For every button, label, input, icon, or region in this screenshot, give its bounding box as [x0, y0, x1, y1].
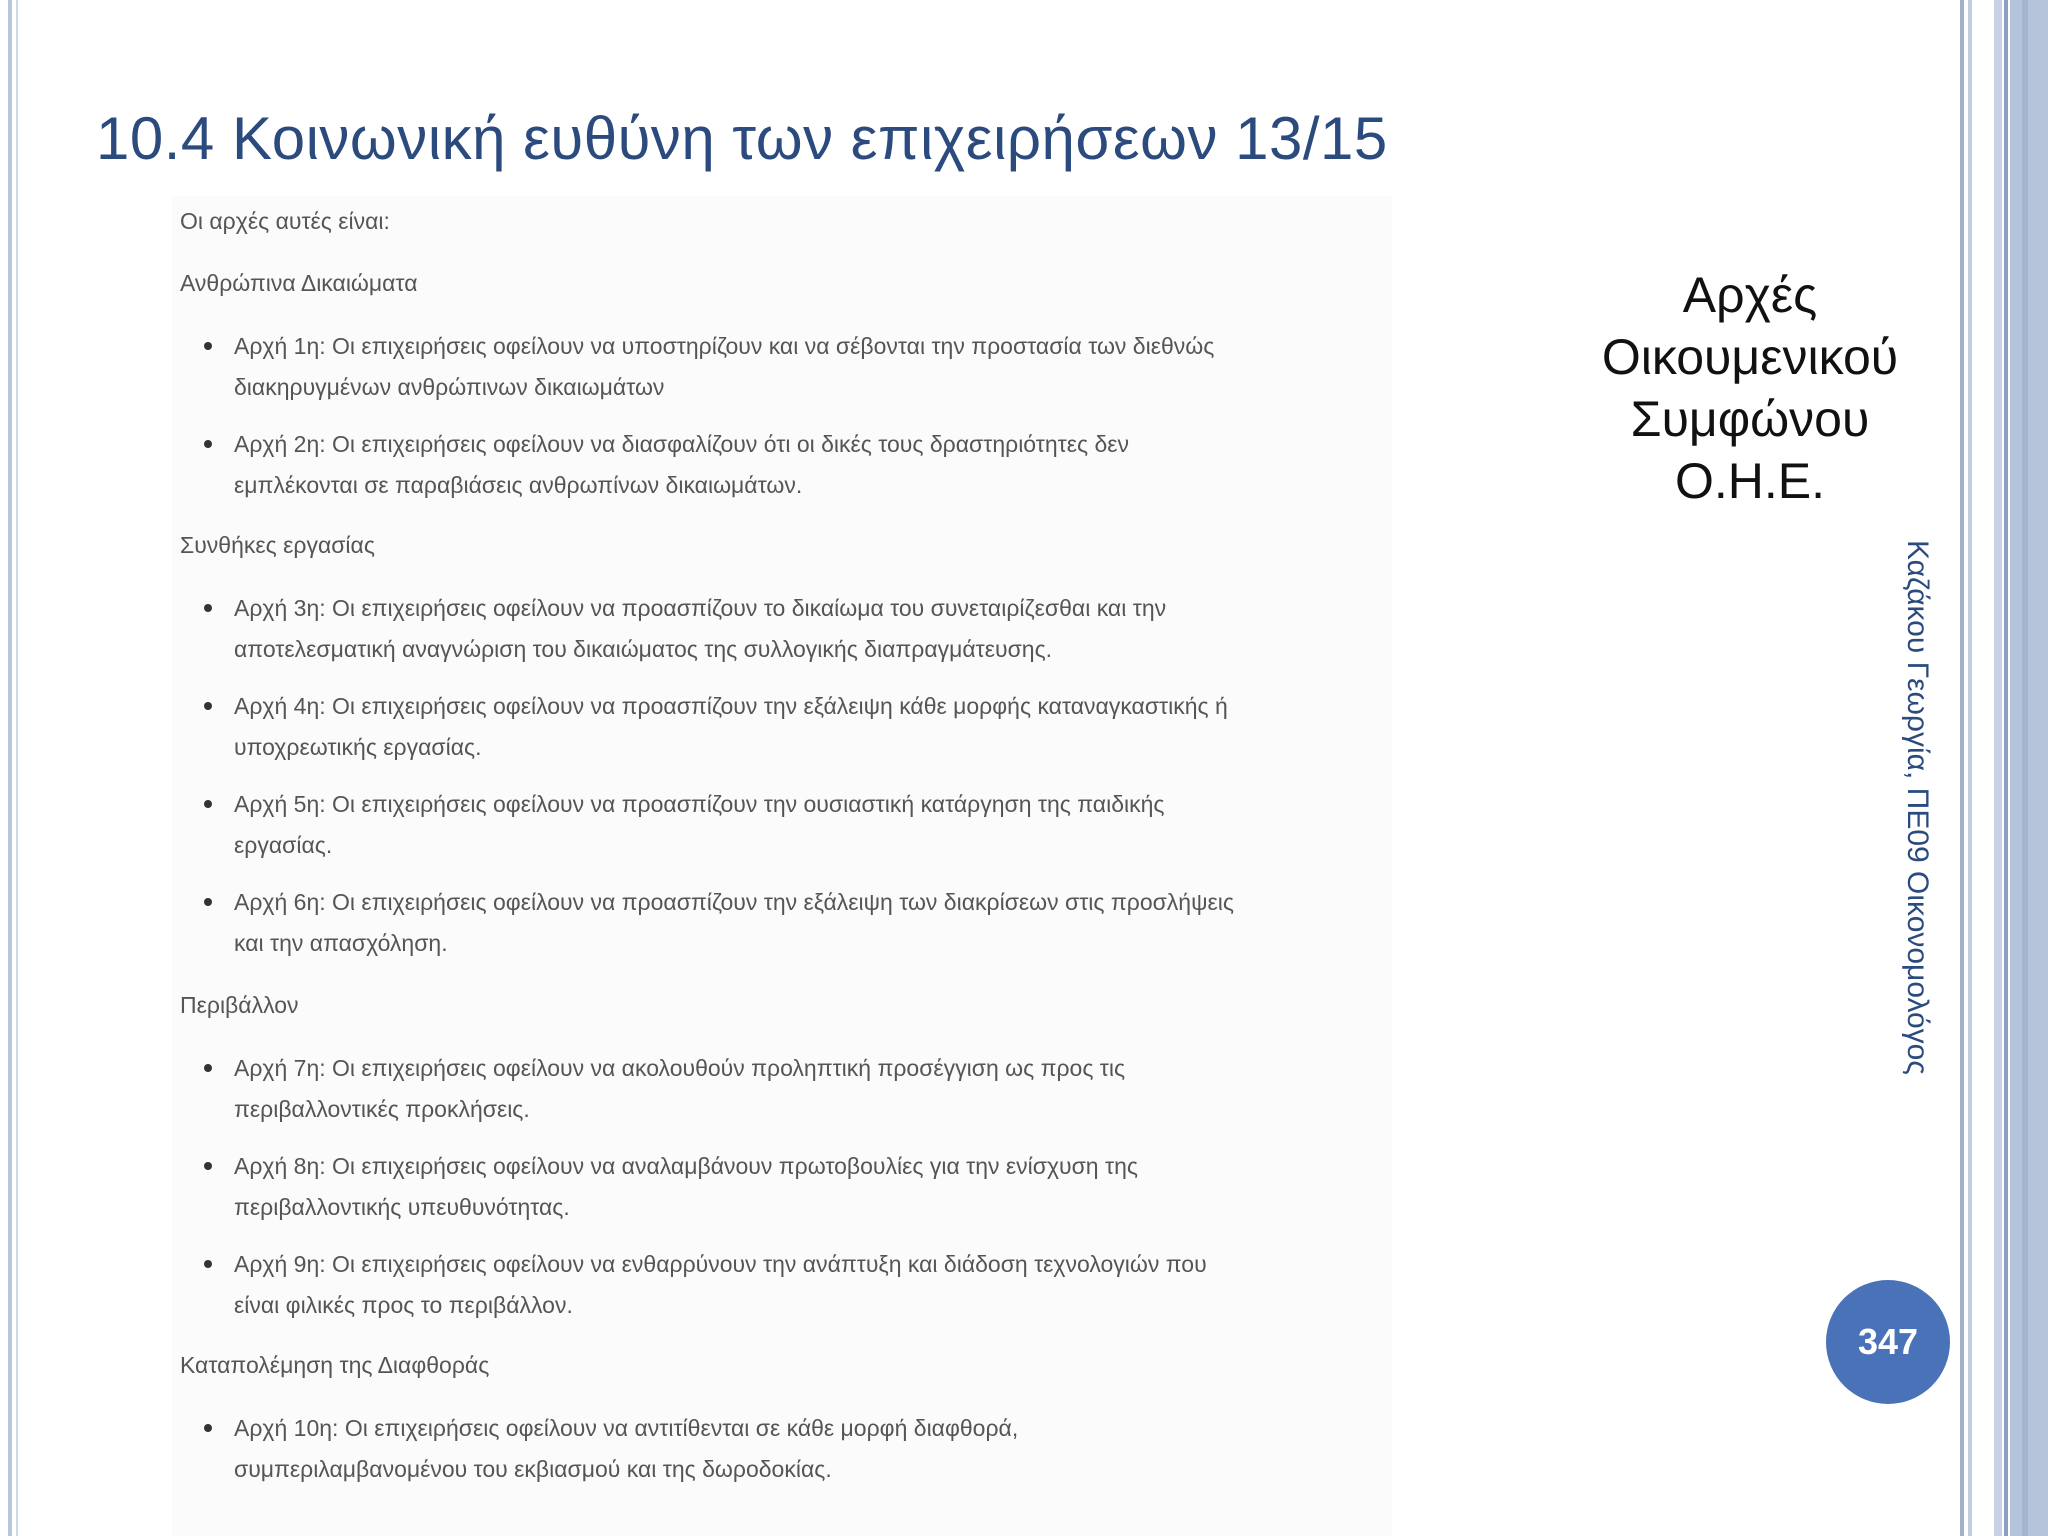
side-heading-line: Ο.Η.Ε. — [1674, 453, 1826, 509]
bullet-icon — [204, 440, 212, 448]
principle-line: Αρχή 3η: Οι επιχειρήσεις οφείλουν να προασπίζουν το δικαίωμα του συνεταιρίζεσθαι και την — [234, 595, 1167, 621]
principle-line: εμπλέκονται σε παραβιάσεις ανθρωπίνων δικαιωμάτων. — [234, 472, 803, 498]
principle-line: και την απασχόληση. — [234, 930, 448, 956]
page-number-badge: 347 — [1826, 1280, 1950, 1404]
bullet-icon — [204, 1424, 212, 1432]
principle-line: Αρχή 7η: Οι επιχειρήσεις οφείλουν να ακολουθούν προληπτική προσέγγιση ως προς τις — [234, 1055, 1126, 1081]
principle-line: διακηρυγμένων ανθρώπινων δικαιωμάτων — [234, 374, 665, 400]
principle-line: Αρχή 9η: Οι επιχειρήσεις οφείλουν να ενθαρρύνουν την ανάπτυξη και διάδοση τεχνολογιών που — [234, 1251, 1207, 1277]
right-decor-bar — [1960, 0, 1964, 1536]
left-border-inner — [16, 0, 18, 1536]
section-heading: Ανθρώπινα Δικαιώματα — [180, 270, 418, 296]
principle-item — [234, 1244, 1384, 1326]
principle-line: Αρχή 8η: Οι επιχειρήσεις οφείλουν να αναλαμβάνουν πρωτοβουλίες για την ενίσχυση της — [234, 1153, 1138, 1179]
right-decor-bar — [1994, 0, 2002, 1536]
principle-line: υποχρεωτικής εργασίας. — [234, 734, 482, 760]
principle-line: Αρχή 10η: Οι επιχειρήσεις οφείλουν να αντιτίθενται σε κάθε μορφή διαφθορά, — [234, 1415, 1019, 1441]
principle-line: εργασίας. — [234, 832, 333, 858]
right-decor-bar — [2022, 0, 2028, 1536]
principle-line: είναι φιλικές προς το περιβάλλον. — [234, 1292, 573, 1318]
bullet-icon — [204, 898, 212, 906]
principle-line: συμπεριλαμβανομένου του εκβιασμού και της δωροδοκίας. — [234, 1456, 832, 1482]
principle-item — [234, 1408, 1384, 1490]
principle-item — [234, 1048, 1384, 1130]
principle-line: Αρχή 4η: Οι επιχειρήσεις οφείλουν να προασπίζουν την εξάλειψη κάθε μορφής καταναγκαστικής ή — [234, 693, 1228, 719]
bullet-icon — [204, 342, 212, 350]
side-heading — [1575, 264, 1925, 512]
principles-image — [172, 196, 1392, 1536]
principle-line: αποτελεσματική αναγνώριση του δικαιώματος της συλλογικής διαπραγμάτευσης. — [234, 636, 1053, 662]
bullet-icon — [204, 1162, 212, 1170]
principle-item — [234, 424, 1384, 506]
principles-intro: Οι αρχές αυτές είναι: — [180, 208, 390, 234]
right-decor-gap — [1978, 0, 1994, 1536]
principle-line: Αρχή 5η: Οι επιχειρήσεις οφείλουν να προασπίζουν την ουσιαστική κατάργηση της παιδικής — [234, 791, 1165, 817]
bullet-icon — [204, 1260, 212, 1268]
principle-item — [234, 686, 1384, 768]
section-heading: Περιβάλλον — [180, 992, 299, 1018]
author-footer: Καζάκου Γεωργία, ΠΕ09 Οικονομολόγος — [1901, 540, 1934, 1075]
principle-line: Αρχή 6η: Οι επιχειρήσεις οφείλουν να προασπίζουν την εξάλειψη των διακρίσεων στις προσλήψεις — [234, 889, 1234, 915]
principle-item — [234, 882, 1384, 964]
bullet-icon — [204, 604, 212, 612]
side-heading-line: Αρχές — [1682, 267, 1818, 323]
bullet-icon — [204, 1064, 212, 1072]
principle-item — [234, 326, 1384, 408]
section-heading: Καταπολέμηση της Διαφθοράς — [180, 1352, 490, 1378]
principle-item — [234, 588, 1384, 670]
bullet-icon — [204, 702, 212, 710]
principle-item — [234, 1146, 1384, 1228]
principle-line: Αρχή 1η: Οι επιχειρήσεις οφείλουν να υποστηρίζουν και να σέβονται την προστασία των διεθνώς — [234, 333, 1215, 359]
side-heading-line: Συμφώνου — [1630, 391, 1870, 447]
side-heading-line: Οικουμενικού — [1601, 329, 1899, 385]
principle-line: περιβαλλοντικές προκλήσεις. — [234, 1096, 530, 1122]
principle-line: Αρχή 2η: Οι επιχειρήσεις οφείλουν να διασφαλίζουν ότι οι δικές τους δραστηριότητες δεν — [234, 431, 1130, 457]
left-border — [8, 0, 12, 1536]
bullet-icon — [204, 800, 212, 808]
principle-line: περιβαλλοντικής υπευθυνότητας. — [234, 1194, 570, 1220]
right-decor-bar — [2004, 0, 2008, 1536]
right-decor-bar — [2010, 0, 2048, 1536]
right-decor-bar — [1968, 0, 1972, 1536]
slide-title: 10.4 Κοινωνική ευθύνη των επιχειρήσεων 13/15 — [96, 105, 1388, 172]
principle-item — [234, 784, 1384, 866]
section-heading: Συνθήκες εργασίας — [180, 532, 375, 558]
